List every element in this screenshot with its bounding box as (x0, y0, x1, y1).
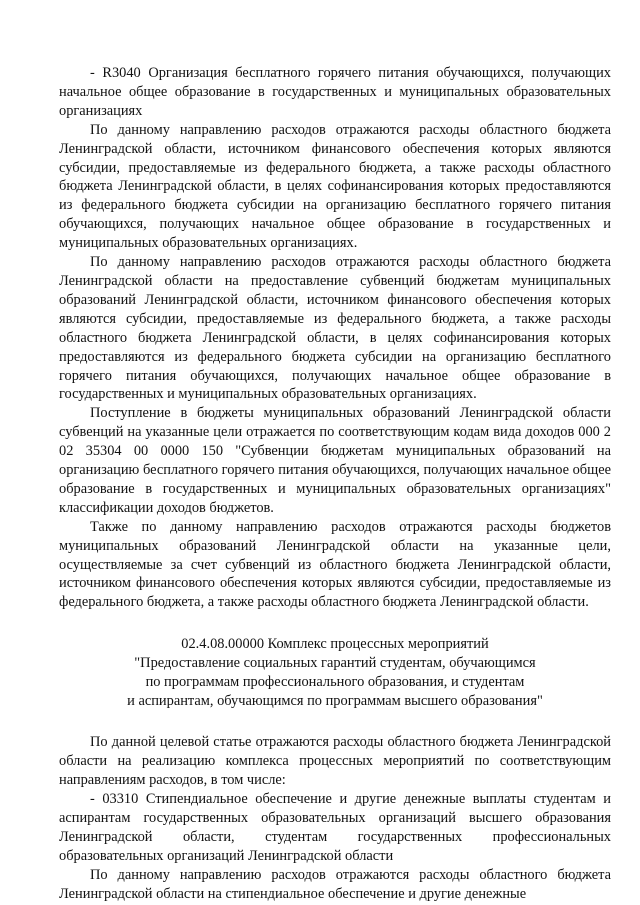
heading-line-code: 02.4.08.00000 Комплекс процессных мероприятий (181, 636, 489, 653)
paragraph-target-article: По данной целевой статье отражаются расходы областного бюджета Ленинградской области на реализацию комплекса процессных мероприятий по соответствующим направлениям расходов, в том числе: (59, 734, 611, 789)
paragraph-stipend-expenses: По данному направлению расходов отражаются расходы областного бюджета Ленинградской области на стипендиальное обеспечение и другие денежные (59, 866, 611, 902)
item-r3040: - R3040 Организация бесплатного горячего питания обучающихся, получающих начальное общее образование в государственных и муниципальных образовательных организациях (59, 65, 611, 119)
heading-line-title-1: "Предоставление социальных гарантий студентам, обучающимся (134, 655, 536, 672)
paragraph-municipal-expenses: Также по данному направлению расходов отражаются расходы бюджетов муниципальных образований Ленинградской области на указанные цели, осуществляемые за счет субвенций из областного бюджета Ленинградской области, источником финансового обеспечения которых являются субсидии, предоставляемые из федерального бюджета, а также расходы областного бюджета Ленинградской области. (59, 518, 611, 611)
document-page (59, 64, 611, 903)
section-heading (59, 635, 611, 711)
item-03310: - 03310 Стипендиальное обеспечение и другие денежные выплаты студентам и аспирантам государственных образовательных организаций высшего образования Ленинградской области, студентам государственных профессиональных образовательных организаций Ленинградской области (59, 791, 611, 864)
paragraph-income-codes: Поступление в бюджеты муниципальных образований Ленинградской области субвенций на указанные цели отражается по соответствующим кодам вида доходов 000 2 02 35304 00 0000 150 "Субвенции бюджетам муниципальных образований на организацию бесплатного горячего питания обучающихся, получающих начальное общее образование в государственных и муниципальных образовательных организациях" классификации доходов бюджетов. (59, 405, 611, 516)
paragraph-subventions: По данному направлению расходов отражаются расходы областного бюджета Ленинградской области на предоставление субвенций бюджетам муниципальных образований Ленинградской области, источником финансового обеспечения которых являются субсидии, предоставляемые из федерального бюджета, а также расходы областного бюджета Ленинградской области, в целях софинансирования которых предоставляются из федерального бюджета субсидии на организацию бесплатного горячего питания обучающихся, получающих начальное общее образование в государственных и муниципальных образовательных организациях. (59, 254, 611, 403)
heading-line-title-3: и аспирантам, обучающимся по программам высшего образования" (127, 693, 543, 710)
paragraph-federal-subsidies: По данному направлению расходов отражаются расходы областного бюджета Ленинградской области, источником финансового обеспечения которых являются субсидии, предоставляемые из федерального бюджета, а также расходы областного бюджета Ленинградской области, в целях софинансирования которых предоставляются из федерального бюджета субсидии на организацию бесплатного горячего питания обучающихся, получающих начальное общее образование в государственных и муниципальных образовательных организациях. (59, 121, 611, 252)
heading-line-title-2: по программам профессионального образования, и студентам (145, 674, 525, 691)
